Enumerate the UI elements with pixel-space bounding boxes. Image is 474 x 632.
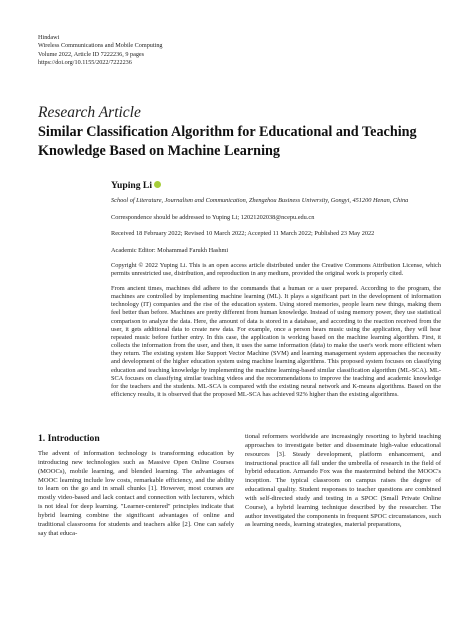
publisher-name: Hindawi — [38, 34, 60, 41]
author-line — [111, 180, 161, 191]
orcid-icon[interactable] — [154, 181, 161, 188]
body-column-left — [38, 450, 234, 538]
abstract: From ancient times, machines did adhere to the commands that a human or a user prepared. According to the program, the machines are controlled by implementing machine learning (ML). It plays a significant part in the development of information technology (IT) companies and the rise of the education system. Using stored memories, people learn new things, making them feel better than before. Machines are pretty different from human knowledge. Instead of using memory power, they use statistical comparison to analyze the data. Here, the amount of data is stored in a database, and according to the reaction received from the user, it gets additional data to create new data. For example, once a person hears music using the application, they will hear repeated music before further entry. In this case, the application is working based on the machine learning algorithm. First, it collects the information from the user, and then, it uses the same information (data) to make the user's work more efficient when they return. The existing system like Support Vector Machine (SVM) and learning management system approaches the necessity and development of the higher education system using machine learning algorithms. This proposed system focuses on classifying education and teaching knowledge by implementing the machine learning-based similar classification algorithm (ML-SCA). ML-SCA focuses on classifying similar teaching videos and the recommendations to improve the teaching and academic knowledge for the teachers and the students. ML-SCA is compared with the existing neural network and K-means algorithms. Based on the efficiency results, it is observed that the proposed ML-SCA has achieved 92% higher than the existing algorithms. — [111, 285, 441, 399]
volume-info: Volume 2022, Article ID 7222236, 9 pages — [38, 50, 145, 58]
journal-header — [38, 34, 163, 68]
correspondence: Correspondence should be addressed to Yuping Li; 12021202038@ncepu.edu.cn — [111, 214, 315, 221]
copyright-notice: Copyright © 2022 Yuping Li. This is an open access article distributed under the Creative Commons Attribution License, which permits unrestricted use, distribution, and reproduction in any medium, provided the original work is properly cited. — [111, 262, 441, 278]
journal-name: Wireless Communications and Mobile Computing — [38, 42, 163, 50]
paragraph: The advent of information technology is transforming education by introducing new technologies such as Massive Open Online Courses (MOOCs), mobile learning, and blended learning. The advantages of MOOC learning include low costs, remarkable efficiency, and the ability to learn on the go and in small chunks [1]. However, most courses are mostly video-based and lack contact and connection with lecturers, which is not ideal for deep learning. "Learner-centered" principles indicate that hybrid learning combine the significant advantages of online and traditional classrooms for students and teachers alike [2]. One can safely say that educa- — [38, 450, 234, 537]
body-column-right — [245, 433, 441, 530]
doi-link[interactable]: https://doi.org/10.1155/2022/7222236 — [38, 59, 132, 67]
paper-title: Similar Classification Algorithm for Educational and Teaching Knowledge Based on Machine Learning — [38, 124, 417, 159]
article-type: Research Article — [38, 104, 141, 121]
paragraph: tional reformers worldwide are increasingly resorting to hybrid teaching approaches to investigate better and disseminate high-value educational resources [3]. Steady development, platform enhancement, and instructional practice all fall under the umbrella of research in the field of hybrid education. Armando Fox was the mastermind behind the MOOC's inception. The typical classroom on campus raises the degree of educational quality. Student responses to teacher questions are combined with self-directed study and testing in a SPOC (Small Private Online Course), a hybrid learning technique described by the researcher. The author investigated the components in frequent SPOC circumstances, such as learning needs, learning strategies, material preparations, — [245, 433, 441, 529]
author-name: Yuping Li — [111, 180, 152, 191]
affiliation: School of Literature, Journalism and Communication, Zhengzhou Business University, Gongyi, 451200 Henan, China — [111, 197, 409, 204]
publication-dates: Received 18 February 2022; Revised 10 March 2022; Accepted 11 March 2022; Published 23 May 2022 — [111, 230, 375, 237]
academic-editor: Academic Editor: Mohammad Farukh Hashmi — [111, 247, 229, 254]
section-heading: 1. Introduction — [38, 433, 100, 444]
